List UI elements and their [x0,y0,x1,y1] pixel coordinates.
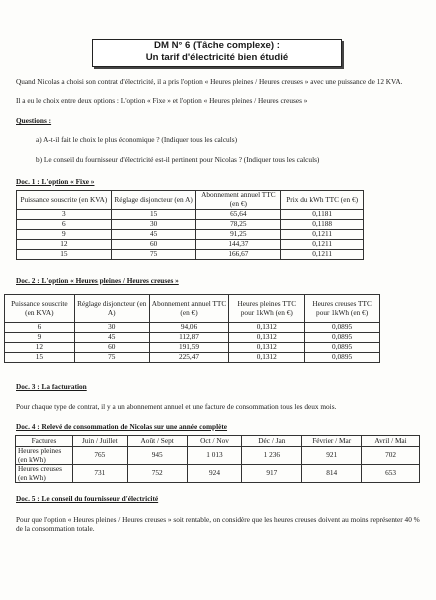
header-cell: Oct / Nov [187,436,242,447]
table-cell: 9 [17,230,112,240]
title-box [92,39,342,67]
table-cell: 702 [362,447,420,465]
table-row [17,210,364,220]
header-cell: Réglage disjoncteur (en A) [111,191,196,210]
table-cell: 78,25 [196,220,281,230]
header-cell: Factures [16,436,73,447]
table-cell: 0,0895 [305,333,380,343]
table-header-row [16,436,420,447]
doc3-heading: Doc. 3 : La facturation [16,382,87,391]
header-cell: Heures creuses TTC pour 1kWh (en €) [305,295,380,323]
table-cell: 6 [5,323,75,333]
header-cell: Juin / Juillet [72,436,127,447]
table-cell: 0,1211 [281,240,364,250]
header-cell: Déc / Jan [242,436,302,447]
doc1-table [16,190,364,260]
table-cell: 731 [72,465,127,483]
table-cell: 0,0895 [305,323,380,333]
doc3-text: Pour chaque type de contrat, il y a un abonnement annuel et une facture de consommation tous les deux mois. [16,402,337,411]
doc5-heading: Doc. 5 : Le conseil du fournisseur d'électricité [16,494,159,503]
table-header-row [17,191,364,210]
table-cell: 15 [111,210,196,220]
table-cell: 0,1211 [281,230,364,240]
table-cell: 0,0895 [305,343,380,353]
table-cell: 765 [72,447,127,465]
row-label-cell: Heures creuses (en kWh) [16,465,73,483]
question-a: a) A-t-il fait le choix le plus économique ? (Indiquer tous les calculs) [36,135,238,144]
table-cell: 0,1312 [229,343,305,353]
table-cell: 94,06 [149,323,229,333]
table-row [5,353,380,363]
table-cell: 1 013 [187,447,242,465]
header-cell: Puissance souscrite (en KVA) [5,295,75,323]
table-cell: 0,1188 [281,220,364,230]
table-row [16,447,420,465]
table-row [17,230,364,240]
table-cell: 15 [17,250,112,260]
table-cell: 144,37 [196,240,281,250]
table-cell: 65,64 [196,210,281,220]
header-cell: Février / Mar [302,436,362,447]
header-cell: Puissance souscrite (en KVA) [17,191,112,210]
table-row [5,343,380,353]
table-cell: 15 [5,353,75,363]
header-cell: Réglage disjoncteur (en A) [74,295,149,323]
header-cell: Avril / Mai [362,436,420,447]
intro-paragraph-1: Quand Nicolas a choisi son contrat d'électricité, il a pris l'option « Heures pleines / Heures creuses » avec une puissance de 12 KVA. [16,77,403,86]
table-cell: 12 [17,240,112,250]
question-b: b) Le conseil du fournisseur d'électricité est-il pertinent pour Nicolas ? (Indiquer tous les calculs) [36,155,320,164]
doc1-heading: Doc. 1 : L'option « Fixe » [16,177,95,186]
table-cell: 112,87 [149,333,229,343]
table-cell: 0,1312 [229,333,305,343]
table-cell: 1 236 [242,447,302,465]
table-row [5,323,380,333]
table-cell: 45 [111,230,196,240]
doc2-table [4,294,380,363]
table-cell: 814 [302,465,362,483]
table-cell: 752 [127,465,187,483]
table-cell: 0,1312 [229,323,305,333]
title-line-2: Un tarif d'électricité bien étudié [145,52,289,63]
table-cell: 30 [74,323,149,333]
table-cell: 0,1211 [281,250,364,260]
table-cell: 0,1181 [281,210,364,220]
table-cell: 60 [111,240,196,250]
table-cell: 91,25 [196,230,281,240]
table-row [17,250,364,260]
table-cell: 921 [302,447,362,465]
table-cell: 9 [5,333,75,343]
doc2-heading: Doc. 2 : L'option « Heures pleines / Heures creuses » [16,276,179,285]
table-header-row [5,295,380,323]
header-cell: Août / Sept [127,436,187,447]
table-cell: 0,1312 [229,353,305,363]
questions-heading: Questions : [16,116,52,125]
table-cell: 30 [111,220,196,230]
table-cell: 0,0895 [305,353,380,363]
table-cell: 3 [17,210,112,220]
table-cell: 45 [74,333,149,343]
header-cell: Abonnement annuel TTC (en €) [149,295,229,323]
table-row [17,240,364,250]
table-cell: 166,67 [196,250,281,260]
table-cell: 225,47 [149,353,229,363]
table-cell: 60 [74,343,149,353]
doc5-text: Pour que l'option « Heures pleines / Heures creuses » soit rentable, on considère que les heures creuses doivent au moins représenter 40 % de la consommation totale. [16,515,420,534]
table-cell: 6 [17,220,112,230]
doc4-heading: Doc. 4 : Relevé de consommation de Nicolas sur une année complète [16,422,228,431]
header-cell: Abonnement annuel TTC (en €) [196,191,281,210]
table-cell: 945 [127,447,187,465]
doc4-table [15,435,420,483]
table-row [16,465,420,483]
table-cell: 917 [242,465,302,483]
table-cell: 12 [5,343,75,353]
title-line-1: DM N° 6 (Tâche complexe) : [154,40,280,51]
intro-paragraph-2: Il a eu le choix entre deux options : L'option « Fixe » et l'option « Heures pleines / Heures creuses » [16,96,308,105]
table-cell: 75 [74,353,149,363]
table-cell: 191,59 [149,343,229,353]
table-row [5,333,380,343]
table-cell: 924 [187,465,242,483]
header-cell: Prix du kWh TTC (en €) [281,191,364,210]
row-label-cell: Heures pleines (en kWh) [16,447,73,465]
table-cell: 75 [111,250,196,260]
header-cell: Heures pleines TTC pour 1kWh (en €) [229,295,305,323]
table-row [17,220,364,230]
table-cell: 653 [362,465,420,483]
